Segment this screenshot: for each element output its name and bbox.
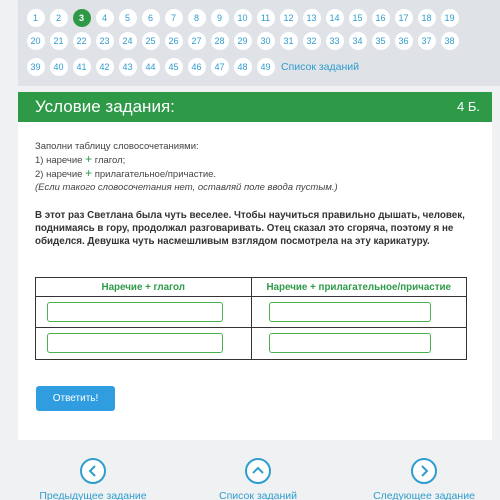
task-page-43[interactable]: [116, 58, 139, 76]
task-page-6[interactable]: [139, 9, 162, 27]
instruction-line-3-part-a: 2) наречие: [35, 169, 83, 180]
table-row: [36, 297, 466, 328]
pager-row-2: [24, 32, 494, 55]
task-page-45[interactable]: [162, 58, 185, 76]
task-page-number[interactable]: 39: [27, 58, 45, 76]
task-page-5[interactable]: [116, 9, 139, 27]
task-page-37[interactable]: [415, 32, 438, 50]
task-page-14[interactable]: [323, 9, 346, 27]
task-card: [18, 122, 492, 440]
task-page-23[interactable]: [93, 32, 116, 50]
task-page-number[interactable]: 30: [257, 32, 275, 50]
submit-button[interactable]: Ответить!: [36, 386, 115, 411]
task-page-33[interactable]: [323, 32, 346, 50]
column-header-adverb-verb: Наречие + глагол: [36, 278, 252, 296]
task-instructions: [35, 140, 338, 194]
task-page-8[interactable]: [185, 9, 208, 27]
task-pager: [24, 9, 494, 78]
pager-row-1: [24, 9, 494, 32]
task-page-number[interactable]: 2: [50, 9, 68, 27]
task-page-13[interactable]: [300, 9, 323, 27]
task-page-number[interactable]: 35: [372, 32, 390, 50]
task-page-number[interactable]: 40: [50, 58, 68, 76]
task-page-number[interactable]: 29: [234, 32, 252, 50]
next-task-button[interactable]: [372, 458, 476, 500]
task-page-number[interactable]: 31: [280, 32, 298, 50]
task-page-21[interactable]: [47, 32, 70, 50]
task-page-number[interactable]: 22: [73, 32, 91, 50]
task-page-39[interactable]: [24, 58, 47, 76]
task-page-number[interactable]: 49: [257, 58, 275, 76]
task-page-number[interactable]: 41: [73, 58, 91, 76]
task-page-number[interactable]: 19: [441, 9, 459, 27]
task-page-number[interactable]: 8: [188, 9, 206, 27]
task-page-number[interactable]: 34: [349, 32, 367, 50]
table-cell: [36, 328, 252, 359]
task-page-32[interactable]: [300, 32, 323, 50]
task-page-number[interactable]: 37: [418, 32, 436, 50]
task-page-number[interactable]: 18: [418, 9, 436, 27]
task-page-11[interactable]: [254, 9, 277, 27]
answer-input-2-2[interactable]: [269, 333, 431, 353]
task-page-19[interactable]: [438, 9, 461, 27]
instruction-hint: (Если такого словосочетания нет, оставляй поле ввода пустым.): [35, 182, 338, 193]
task-page-number[interactable]: 20: [27, 32, 45, 50]
task-page-number[interactable]: 24: [119, 32, 137, 50]
task-page-10[interactable]: [231, 9, 254, 27]
pager-row-3: [24, 55, 494, 78]
task-page-number[interactable]: 42: [96, 58, 114, 76]
task-page-number[interactable]: 23: [96, 32, 114, 50]
task-page-30[interactable]: [254, 32, 277, 50]
task-page-28[interactable]: [208, 32, 231, 50]
instruction-line-2-part-a: 1) наречие: [35, 155, 83, 166]
task-page-number[interactable]: 6: [142, 9, 160, 27]
task-list-button[interactable]: [216, 458, 300, 500]
task-page-38[interactable]: [438, 32, 461, 50]
task-page-number[interactable]: 46: [188, 58, 206, 76]
task-page-number[interactable]: 48: [234, 58, 252, 76]
chevron-right-icon[interactable]: [411, 458, 437, 484]
task-page-number[interactable]: 28: [211, 32, 229, 50]
task-page-number[interactable]: 21: [50, 32, 68, 50]
prev-task-button[interactable]: [37, 458, 149, 500]
table-cell: [252, 297, 467, 327]
column-header-adverb-adjective: Наречие + прилагательное/причастие: [266, 282, 451, 293]
task-page-2[interactable]: [47, 9, 70, 27]
task-page-number[interactable]: 44: [142, 58, 160, 76]
task-page-number[interactable]: 12: [280, 9, 298, 27]
answer-table: [35, 277, 467, 360]
task-page-number[interactable]: 1: [27, 9, 45, 27]
task-page-number[interactable]: 45: [165, 58, 183, 76]
task-page-number[interactable]: 14: [326, 9, 344, 27]
task-page-number[interactable]: 9: [211, 9, 229, 27]
task-list-link[interactable]: Список заданий: [281, 60, 360, 73]
task-page-number[interactable]: 38: [441, 32, 459, 50]
task-page-18[interactable]: [415, 9, 438, 27]
task-page-number[interactable]: 7: [165, 9, 183, 27]
task-page-35[interactable]: [369, 32, 392, 50]
task-page-number[interactable]: 43: [119, 58, 137, 76]
plus-icon: +: [85, 166, 93, 180]
chevron-up-icon[interactable]: [245, 458, 271, 484]
task-header-title: Условие задания:: [35, 97, 175, 116]
task-points: 4 Б.: [457, 99, 480, 114]
task-page-20[interactable]: [24, 32, 47, 50]
task-page-49[interactable]: [254, 58, 277, 76]
table-row: [36, 328, 466, 359]
task-page-31[interactable]: [277, 32, 300, 50]
task-page-number[interactable]: 47: [211, 58, 229, 76]
task-page-26[interactable]: [162, 32, 185, 50]
task-page-7[interactable]: [162, 9, 185, 27]
task-page-47[interactable]: [208, 58, 231, 76]
table-cell: [252, 328, 467, 359]
task-page-36[interactable]: [392, 32, 415, 50]
prev-task-label[interactable]: Предыдущее задание: [39, 490, 147, 500]
task-page-4[interactable]: [93, 9, 116, 27]
task-page-48[interactable]: [231, 58, 254, 76]
table-cell: [36, 297, 252, 327]
task-page-24[interactable]: [116, 32, 139, 50]
task-page-34[interactable]: [346, 32, 369, 50]
task-passage: В этот раз Светлана была чуть веселее. Чтобы научиться правильно дышать, человек, поднимаясь в гору, продолжал разговаривать. Отец сказал это сгоряча, поэтому я не обиделся. Девушка чуть насмешливым взглядом посмотрела на эту карикатуру.: [35, 210, 465, 248]
task-page-number[interactable]: 26: [165, 32, 183, 50]
instruction-line-1: Заполни таблицу словосочетаниями:: [35, 141, 199, 152]
answer-input-2-1[interactable]: [47, 333, 223, 353]
task-page-9[interactable]: [208, 9, 231, 27]
task-page-number[interactable]: 4: [96, 9, 114, 27]
task-page-25[interactable]: [139, 32, 162, 50]
bottom-nav: [0, 450, 500, 500]
answer-table-header: [36, 278, 466, 297]
task-page-17[interactable]: [392, 9, 415, 27]
task-page-number[interactable]: 16: [372, 9, 390, 27]
instruction-line-3-part-b: прилагательное/причастие.: [94, 169, 217, 180]
answer-input-1-2[interactable]: [269, 302, 431, 322]
task-page-number[interactable]: 17: [395, 9, 413, 27]
task-page-number[interactable]: 5: [119, 9, 137, 27]
task-page-42[interactable]: [93, 58, 116, 76]
task-page-number[interactable]: 36: [395, 32, 413, 50]
task-page-number[interactable]: 27: [188, 32, 206, 50]
task-page-3[interactable]: [70, 9, 93, 27]
task-page-number[interactable]: 10: [234, 9, 252, 27]
answer-input-1-1[interactable]: [47, 302, 223, 322]
instruction-line-2-part-b: глагол;: [94, 155, 126, 166]
task-page-15[interactable]: [346, 9, 369, 27]
task-page-16[interactable]: [369, 9, 392, 27]
task-page-29[interactable]: [231, 32, 254, 50]
task-page-number[interactable]: 25: [142, 32, 160, 50]
task-list-label[interactable]: Список заданий: [218, 490, 297, 500]
task-page-40[interactable]: [47, 58, 70, 76]
instruction-line-2: [35, 153, 338, 167]
task-page-12[interactable]: [277, 9, 300, 27]
task-page-number[interactable]: 32: [303, 32, 321, 50]
task-header: [18, 92, 492, 122]
task-page-22[interactable]: [70, 32, 93, 50]
task-page-number[interactable]: 11: [257, 9, 275, 27]
task-page-27[interactable]: [185, 32, 208, 50]
task-page-41[interactable]: [70, 58, 93, 76]
chevron-left-icon[interactable]: [80, 458, 106, 484]
task-page-number[interactable]: 15: [349, 9, 367, 27]
task-page-44[interactable]: [139, 58, 162, 76]
task-page-46[interactable]: [185, 58, 208, 76]
next-task-label[interactable]: Следующее задание: [373, 490, 475, 500]
instruction-line-3: [35, 167, 338, 181]
task-page-number[interactable]: 33: [326, 32, 344, 50]
task-page-number[interactable]: 13: [303, 9, 321, 27]
task-page-1[interactable]: [24, 9, 47, 27]
plus-icon: +: [85, 152, 93, 166]
task-page-number[interactable]: 3: [73, 9, 91, 27]
